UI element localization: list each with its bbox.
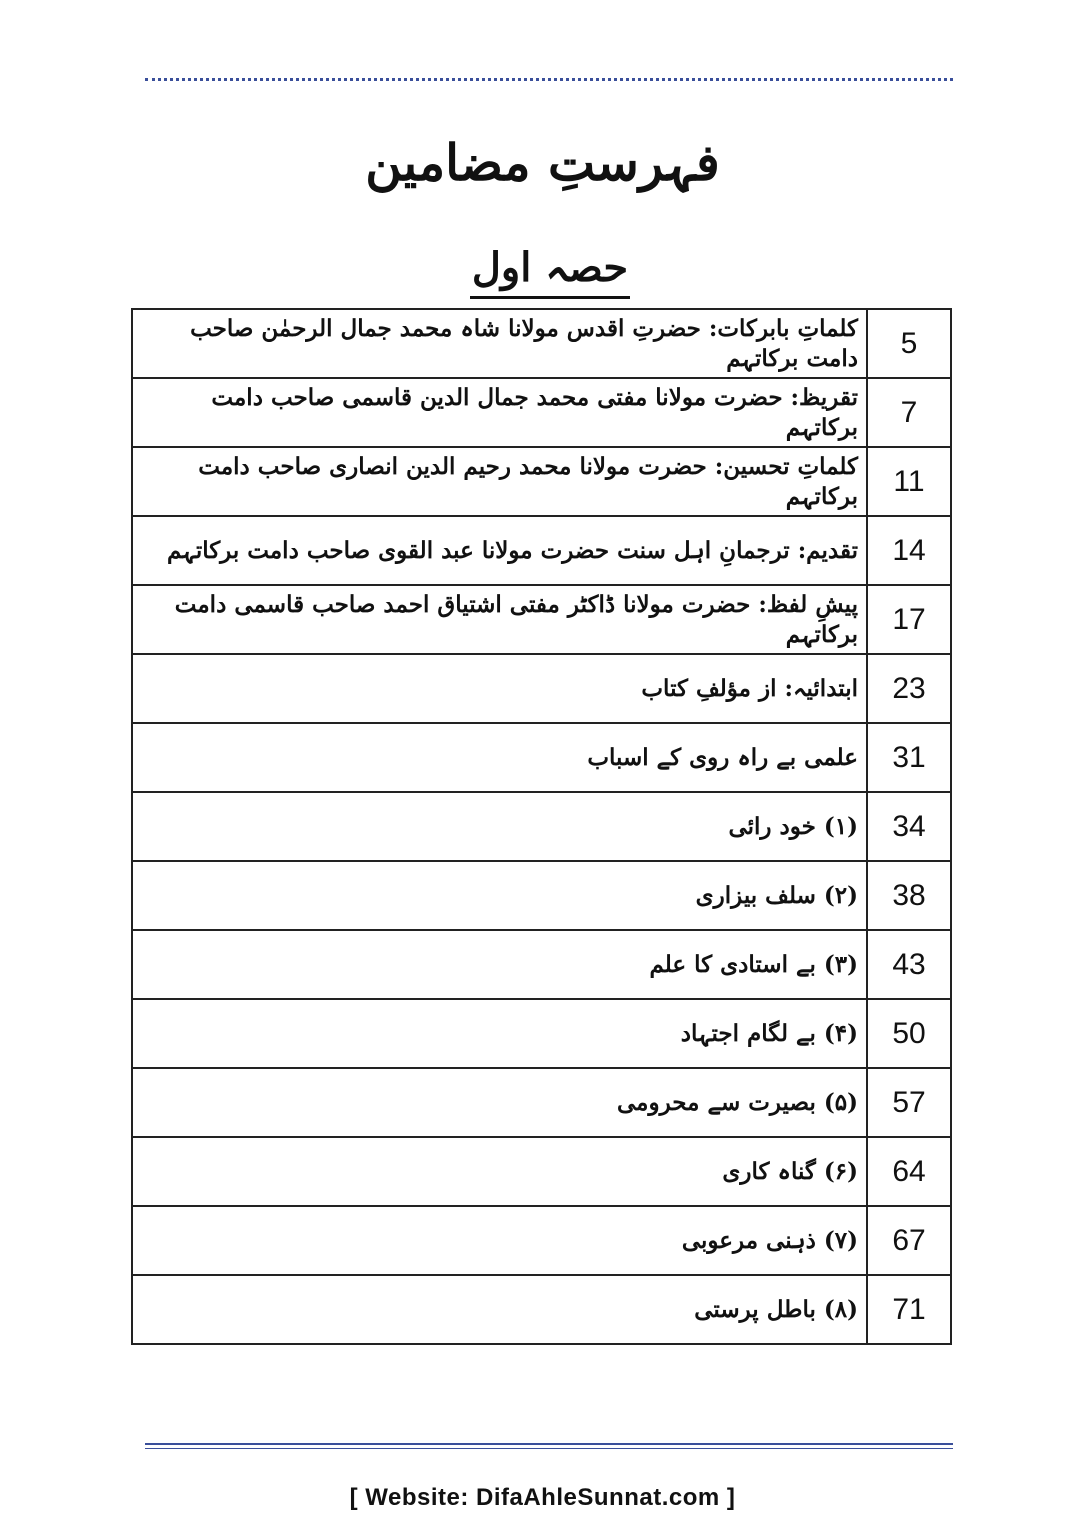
table-row [132,792,951,861]
entry-page-number: 31 [867,723,951,792]
table-row [132,861,951,930]
table-row [132,654,951,723]
table-of-contents [131,308,952,1345]
entry-page-number: 11 [867,447,951,516]
table-row [132,723,951,792]
entry-title: کلماتِ بابرکات: حضرتِ اقدس مولانا شاہ محمد جمال الرحمٰن صاحب دامت برکاتہم [132,309,867,378]
entry-page-number: 50 [867,999,951,1068]
entry-page-number: 71 [867,1275,951,1344]
table-row [132,1137,951,1206]
entry-page-number: 64 [867,1137,951,1206]
entry-page-number: 14 [867,516,951,585]
entry-page-number: 7 [867,378,951,447]
table-row [132,585,951,654]
entry-page-number: 23 [867,654,951,723]
entry-title: (۵) بصیرت سے محرومی [132,1068,867,1137]
table-row [132,378,951,447]
table-row [132,447,951,516]
entry-title: (۶) گناہ کاری [132,1137,867,1206]
entry-title: (۸) باطل پرستی [132,1275,867,1344]
table-row [132,1068,951,1137]
entry-title: علمی بے راہ روی کے اسباب [132,723,867,792]
entry-page-number: 5 [867,309,951,378]
entry-title: ابتدائیہ: از مؤلفِ کتاب [132,654,867,723]
entry-page-number: 17 [867,585,951,654]
section-title: حصہ اول [470,242,630,299]
page-title: فہرستِ مضامین [365,133,720,192]
table-row [132,1275,951,1344]
entry-page-number: 57 [867,1068,951,1137]
entry-title: پیشِ لفظ: حضرت مولانا ڈاکٹر مفتی اشتیاق احمد صاحب قاسمی دامت برکاتہم [132,585,867,654]
entry-page-number: 34 [867,792,951,861]
entry-page-number: 67 [867,1206,951,1275]
table-row [132,999,951,1068]
entry-page-number: 38 [867,861,951,930]
entry-title: (۴) بے لگام اجتہاد [132,999,867,1068]
entry-title: (۲) سلف بیزاری [132,861,867,930]
entry-title: (۱) خود رائی [132,792,867,861]
table-row [132,309,951,378]
entry-title: تقدیم: ترجمانِ اہل سنت حضرت مولانا عبد القوی صاحب دامت برکاتہم [132,516,867,585]
top-dotted-rule [145,78,953,81]
entry-page-number: 43 [867,930,951,999]
entry-title: تقریظ: حضرت مولانا مفتی محمد جمال الدین قاسمی صاحب دامت برکاتہم [132,378,867,447]
website-footer: [ Website: DifaAhleSunnat.com ] [349,1484,736,1511]
entry-title: (۳) بے استادی کا علم [132,930,867,999]
table-row [132,516,951,585]
table-row [132,1206,951,1275]
bottom-double-rule [145,1443,953,1449]
entry-title: (۷) ذہنی مرعوبی [132,1206,867,1275]
entry-title: کلماتِ تحسین: حضرت مولانا محمد رحیم الدین انصاری صاحب دامت برکاتہم [132,447,867,516]
table-row [132,930,951,999]
